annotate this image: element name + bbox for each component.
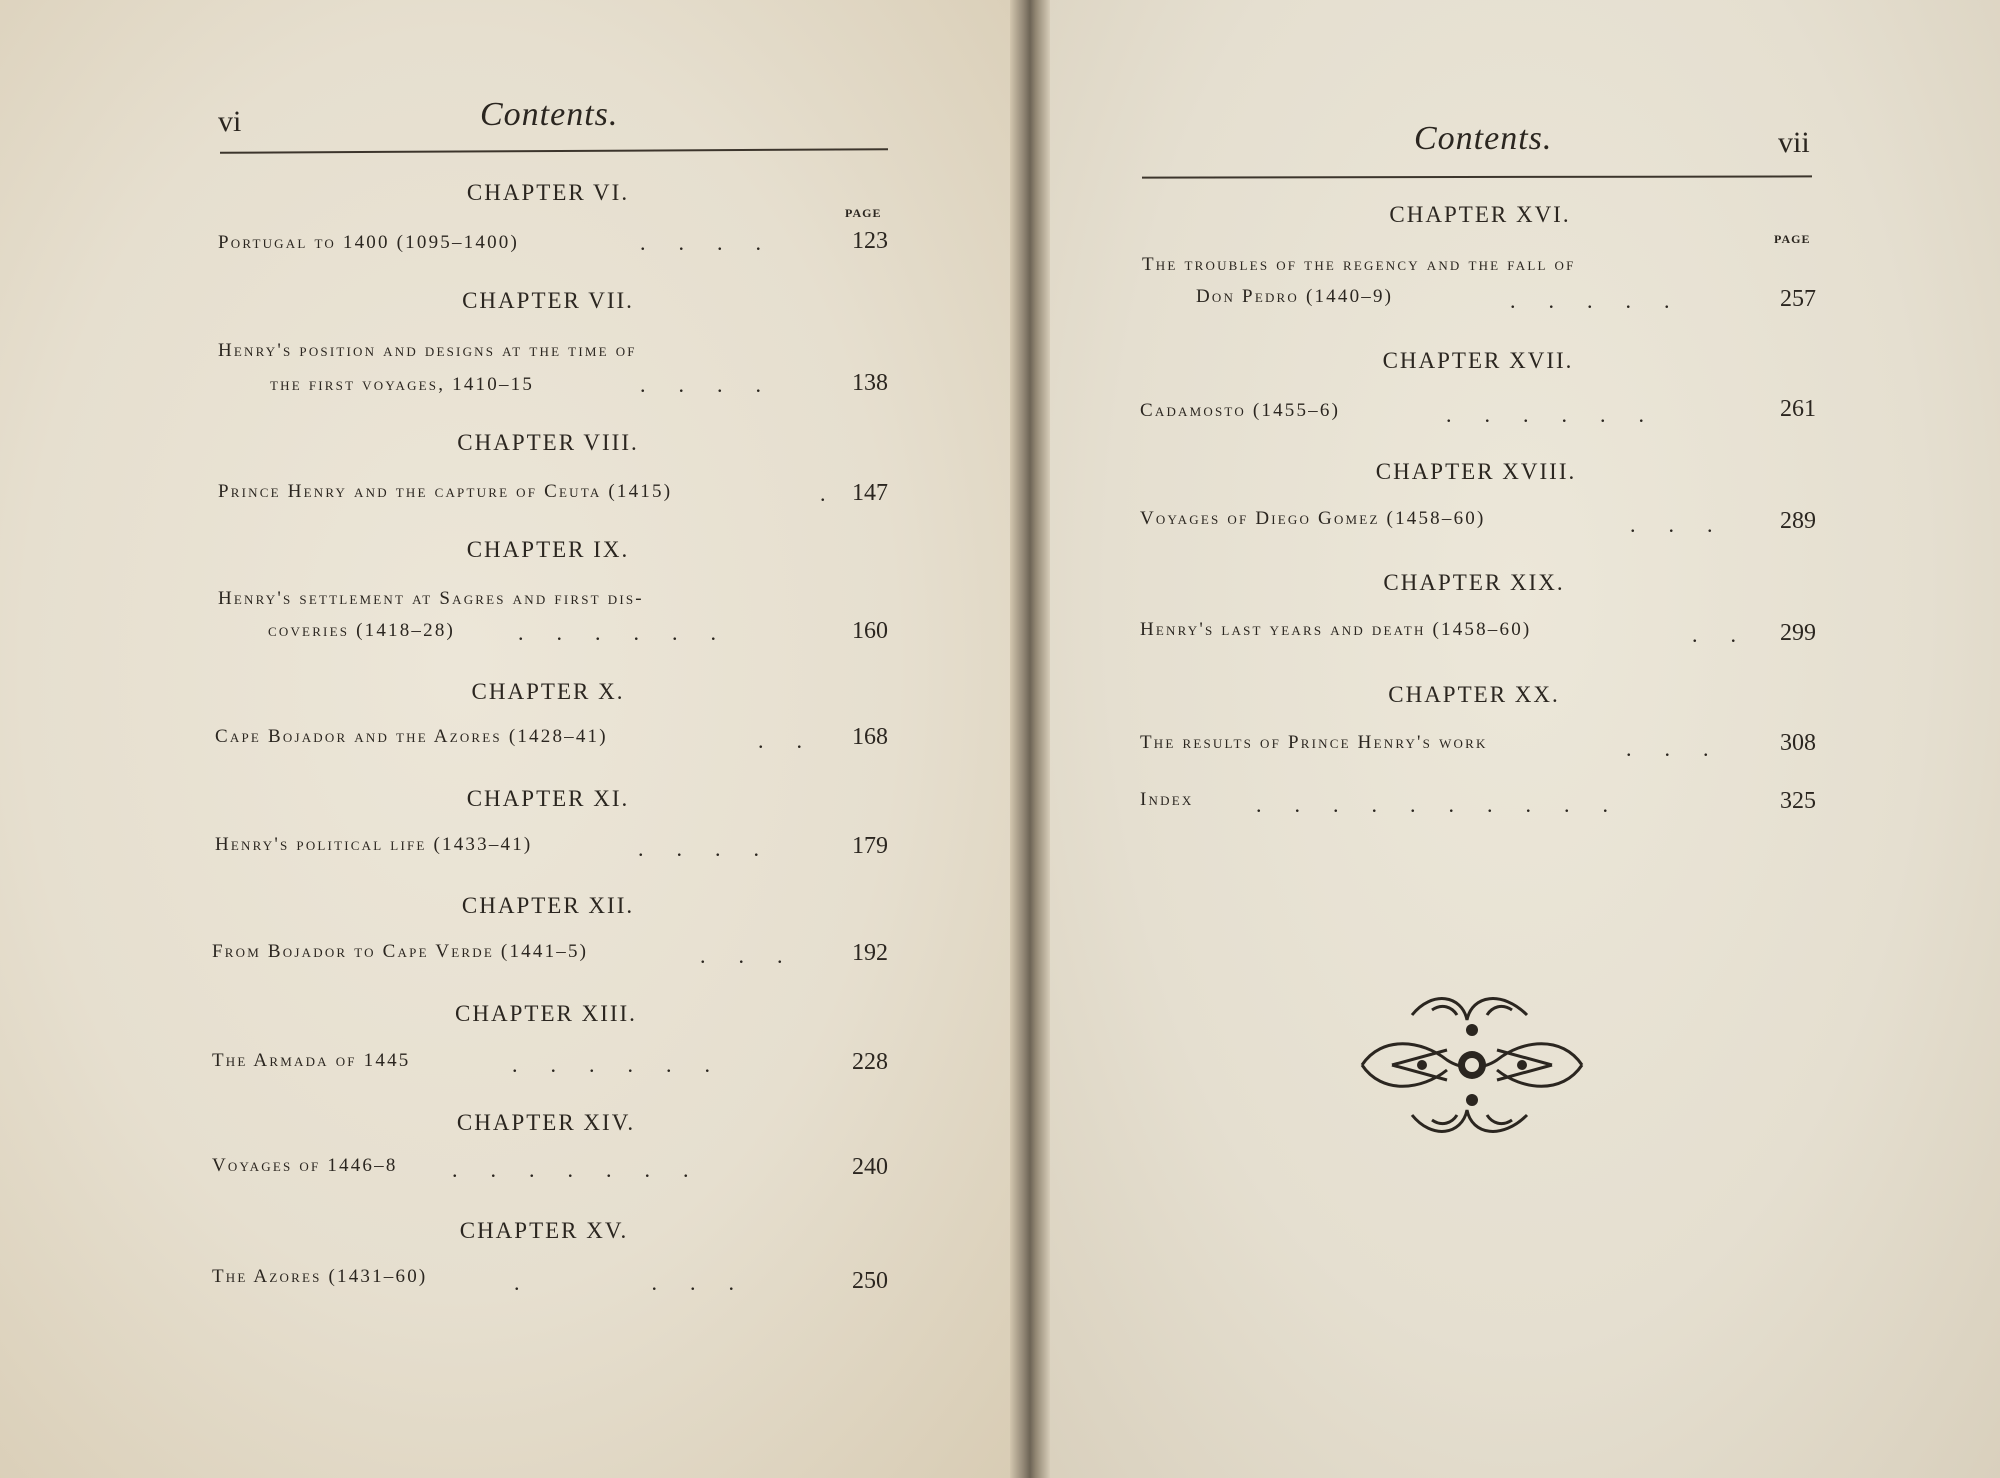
- toc-page-number[interactable]: 147: [852, 480, 888, 506]
- toc-entry-title[interactable]: Henry's settlement at Sagres and first dis-: [218, 588, 644, 609]
- leader-dots: . . . .: [638, 836, 759, 861]
- leader-dots: . . . . . .: [1446, 402, 1644, 427]
- toc-page-number[interactable]: 299: [1780, 620, 1816, 646]
- toc-entry-title[interactable]: Portugal to 1400 (1095–1400): [218, 232, 519, 253]
- page-column-label: PAGE: [1774, 232, 1811, 246]
- toc-page-number[interactable]: 261: [1780, 396, 1816, 422]
- toc-page-number[interactable]: 250: [852, 1268, 888, 1294]
- chapter-heading: CHAPTER XV.: [459, 1218, 629, 1243]
- toc-page-number[interactable]: 325: [1780, 788, 1816, 814]
- toc-entry-title[interactable]: The troubles of the regency and the fall of: [1142, 254, 1576, 275]
- leader-dots: . . . . . .: [512, 1052, 710, 1077]
- book-gutter: [1010, 0, 1050, 1478]
- toc-page-number[interactable]: 289: [1780, 508, 1816, 534]
- toc-entry-title-continued[interactable]: coveries (1418–28): [268, 620, 456, 641]
- toc-entry-title[interactable]: Index: [1140, 789, 1194, 810]
- leader-dots: . . .: [1630, 512, 1713, 537]
- toc-entry-title[interactable]: Henry's political life (1433–41): [215, 834, 533, 855]
- chapter-heading: CHAPTER XIII.: [455, 1001, 637, 1026]
- toc-page-number[interactable]: 168: [852, 724, 888, 750]
- toc-entry-title[interactable]: Cape Bojador and the Azores (1428–41): [215, 726, 608, 747]
- toc-page-number[interactable]: 192: [852, 940, 888, 966]
- chapter-heading: CHAPTER XVI.: [1389, 202, 1571, 227]
- toc-page-number[interactable]: 138: [852, 370, 888, 396]
- toc-page-number[interactable]: 308: [1780, 730, 1816, 756]
- toc-entry-title[interactable]: The Azores (1431–60): [212, 1266, 428, 1287]
- leader-dots: . .: [758, 728, 802, 753]
- leader-dots: . . . .: [514, 1270, 734, 1295]
- chapter-heading: CHAPTER XIX.: [1383, 570, 1565, 595]
- leader-dots: .: [820, 481, 826, 506]
- toc-entry-title[interactable]: The Armada of 1445: [212, 1050, 411, 1071]
- toc-entry-title[interactable]: Prince Henry and the capture of Ceuta (1415): [218, 481, 673, 502]
- chapter-heading: CHAPTER VIII.: [457, 430, 639, 455]
- toc-page-number[interactable]: 179: [852, 833, 888, 859]
- right-folio: vii: [1778, 126, 1810, 159]
- leader-dots: . . . . . . .: [452, 1157, 689, 1182]
- toc-entry-title[interactable]: Henry's last years and death (1458–60): [1140, 619, 1532, 640]
- toc-entry-title[interactable]: Cadamosto (1455–6): [1140, 400, 1341, 421]
- toc-page-number[interactable]: 257: [1780, 286, 1816, 312]
- toc-page-number[interactable]: 123: [852, 228, 888, 254]
- chapter-heading: CHAPTER XX.: [1388, 682, 1560, 707]
- right-running-head: Contents.: [1414, 120, 1553, 157]
- toc-page-number[interactable]: 228: [852, 1049, 888, 1075]
- chapter-heading: CHAPTER XI.: [466, 786, 630, 811]
- leader-dots: . . . . . .: [518, 620, 716, 645]
- left-running-head: Contents.: [480, 96, 619, 133]
- chapter-heading: CHAPTER XII.: [461, 893, 635, 918]
- leader-dots: . . . . . . . . . .: [1256, 792, 1608, 817]
- toc-page-number[interactable]: 240: [852, 1154, 888, 1180]
- toc-entry-title[interactable]: From Bojador to Cape Verde (1441–5): [212, 941, 589, 962]
- chapter-heading: CHAPTER IX.: [466, 537, 630, 562]
- leader-dots: . . . .: [640, 230, 761, 255]
- decorative-ornament-icon: [1352, 985, 1592, 1145]
- toc-entry-title[interactable]: Henry's position and designs at the time of: [218, 340, 637, 361]
- leader-dots: . . .: [1626, 736, 1709, 761]
- chapter-heading: CHAPTER X.: [471, 679, 625, 704]
- left-folio: vi: [218, 105, 242, 138]
- toc-page-number[interactable]: 160: [852, 618, 888, 644]
- leader-dots: . . . .: [640, 372, 761, 397]
- leader-dots: . .: [1692, 622, 1736, 647]
- chapter-heading: CHAPTER XVIII.: [1375, 459, 1577, 484]
- toc-entry-title[interactable]: The results of Prince Henry's work: [1140, 732, 1488, 753]
- toc-entry-title[interactable]: Voyages of Diego Gomez (1458–60): [1140, 508, 1486, 529]
- chapter-heading: CHAPTER VI.: [466, 180, 630, 205]
- toc-entry-title-continued[interactable]: the first voyages, 1410–15: [270, 374, 535, 395]
- leader-dots: . . . . .: [1510, 288, 1670, 313]
- chapter-heading: CHAPTER XIV.: [456, 1110, 636, 1135]
- toc-entry-title-continued[interactable]: Don Pedro (1440–9): [1196, 286, 1394, 307]
- leader-dots: . . .: [700, 943, 783, 968]
- page-column-label: PAGE: [845, 206, 882, 220]
- toc-entry-title[interactable]: Voyages of 1446–8: [212, 1155, 398, 1176]
- chapter-heading: CHAPTER VII.: [462, 288, 634, 313]
- chapter-heading: CHAPTER XVII.: [1382, 348, 1574, 373]
